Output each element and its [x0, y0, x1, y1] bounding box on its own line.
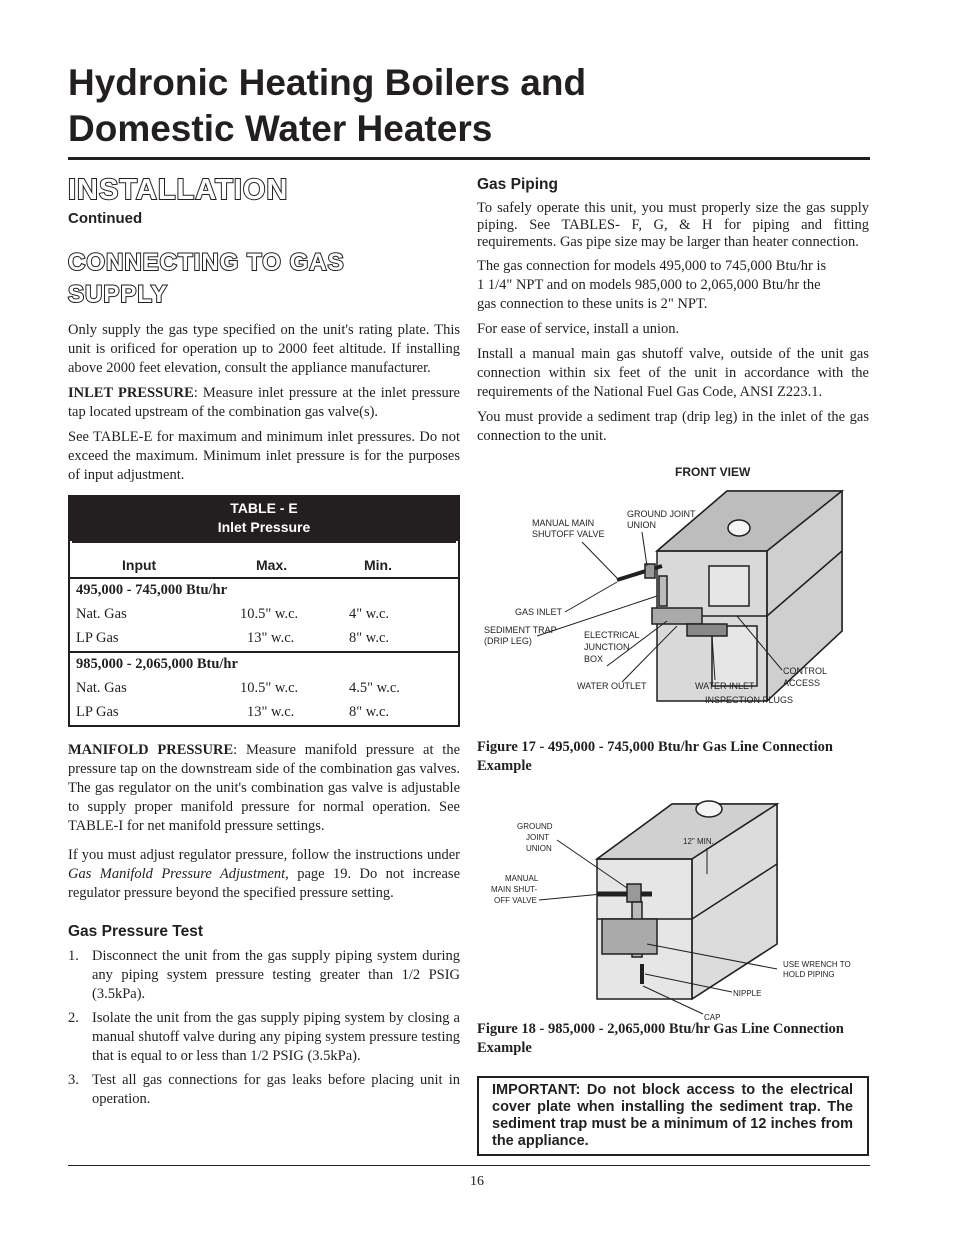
manifold-pressure-text: : Measure manifold pressure at the pressure tap on the downstream side of the combination gas valves. The gas regulator on the unit's combination gas valve is adjustable to supply proper manifold pressure for normal operation. See TABLE-I for net manifold pressure settings. [68, 742, 461, 834]
figure-18-diagram [477, 784, 869, 1022]
label-12-min: 12" MIN. [683, 837, 714, 846]
table-title: TABLE - E [230, 500, 298, 516]
figure-18-caption: Figure 18 - 985,000 - 2,065,000 Btu/hr Gas Line Connection Example [477, 1021, 844, 1056]
label-shutoff-valve: SHUTOFF VALVE [532, 529, 605, 539]
label-main-shut: MAIN SHUT- [491, 885, 538, 894]
page-title-line1: Hydronic Heating Boilers and [68, 62, 587, 103]
table-row [70, 701, 458, 725]
cell-max: 13" w.c. [247, 630, 295, 646]
column-max: Max. [256, 557, 288, 573]
connecting-heading [68, 247, 460, 311]
table-group-1 [70, 579, 458, 653]
label-drip-leg: (DRIP LEG) [484, 636, 532, 646]
inlet-pressure-label: INLET PRESSURE [68, 385, 194, 401]
label-gas-inlet: GAS INLET [515, 607, 563, 617]
connecting-heading-line2: SUPPLY [68, 281, 168, 308]
intro-paragraph: Only supply the gas type specified on the unit's rating plate. This unit is orificed for operation up to 2000 feet altitude. If installing above 2000 feet elevation, consult the appliance manufacturer. [68, 322, 460, 376]
table-row [70, 579, 458, 603]
gas-connection-line1: The gas connection for models 495,000 to 745,000 Btu/hr is [477, 258, 827, 274]
label-nipple: NIPPLE [733, 989, 762, 998]
sediment-trap-paragraph: You must provide a sediment trap (drip leg) in the inlet of the gas connection to the unit. [477, 409, 869, 444]
label-cap: CAP [704, 1013, 721, 1022]
label-inspection-plugs: INSPECTION PLUGS [705, 695, 794, 705]
adjust-text-post: , page 19. Do not increase regulator pressure beyond the specified pressure setting. [68, 866, 460, 901]
inlet-pressure-text: : Measure inlet pressure at the inlet pressure tap located upstream of the combination gas valve(s). [68, 385, 460, 420]
label-joint: JOINT [526, 833, 550, 842]
step-text: Isolate the unit from the gas supply piping system by closing a manual shutoff valve during any piping system pressure testing that is equal to or less than 1/2 PSIG (3.5kPa). [92, 1010, 460, 1064]
cell-max: 10.5" w.c. [240, 680, 299, 696]
label-junction: JUNCTION [584, 642, 630, 652]
table-row [70, 653, 458, 677]
cell-max: 10.5" w.c. [240, 606, 299, 622]
gas-pressure-test-heading: Gas Pressure Test [68, 923, 203, 940]
manifold-pressure-paragraph [68, 741, 460, 836]
label-box: BOX [584, 654, 604, 664]
label-water-outlet: WATER OUTLET [577, 681, 647, 691]
inlet-pressure-paragraph [68, 384, 460, 422]
cell-gas: LP Gas [76, 630, 119, 646]
label-manual-main: MANUAL MAIN [532, 518, 595, 528]
manifold-pressure-label: MANIFOLD PRESSURE [68, 742, 234, 758]
table-column-headers [70, 543, 458, 579]
list-item [68, 1071, 460, 1109]
cell-gas: Nat. Gas [76, 606, 127, 622]
gas-connection-line2: 1 1/4" NPT and on models 985,000 to 2,065,000 Btu/hr the [477, 277, 821, 293]
table-row [70, 603, 458, 627]
list-item [68, 947, 460, 1004]
table-row [70, 677, 458, 701]
front-view-label: FRONT VIEW [675, 465, 751, 479]
label-union: UNION [526, 844, 552, 853]
connecting-heading-line1: CONNECTING TO GAS [68, 249, 345, 276]
cell-max: 13" w.c. [247, 704, 295, 720]
cell-gas: Nat. Gas [76, 680, 127, 696]
label-ground-joint: GROUND JOINT [627, 509, 696, 519]
pressure-test-steps [68, 947, 460, 1109]
label-manual: MANUAL [505, 874, 539, 883]
union-paragraph: For ease of service, install a union. [477, 321, 680, 337]
table-row [70, 627, 458, 651]
label-use-wrench: USE WRENCH TO [783, 960, 851, 969]
cell-min: 8" w.c. [349, 630, 390, 646]
group-1-header: 495,000 - 745,000 Btu/hr [76, 582, 228, 598]
continued-label: Continued [68, 210, 143, 227]
column-input: Input [122, 557, 157, 573]
page-title-line2: Domestic Water Heaters [68, 108, 493, 149]
cell-min: 4.5" w.c. [349, 680, 400, 696]
cell-min: 8" w.c. [349, 704, 390, 720]
label-union: UNION [627, 520, 656, 530]
right-column [477, 176, 869, 1156]
left-column [68, 172, 460, 1114]
gas-connection-line3: gas connection to these units is 2" NPT. [477, 296, 708, 312]
footer-rule [68, 1165, 870, 1166]
cell-min: 4" w.c. [349, 606, 390, 622]
inlet-pressure-table [68, 495, 460, 727]
adjust-text-italic: Gas Manifold Pressure Adjustment [68, 866, 286, 882]
figure-17-diagram [477, 456, 869, 726]
list-item [68, 1009, 460, 1066]
installation-heading: INSTALLATION [68, 174, 289, 206]
label-access: ACCESS [783, 678, 821, 688]
label-electrical: ELECTRICAL [584, 630, 640, 640]
label-control: CONTROL [783, 666, 828, 676]
label-ground: GROUND [517, 822, 553, 831]
table-header [70, 497, 458, 541]
figure-17-caption: Figure 17 - 495,000 - 745,000 Btu/hr Gas Line Connection Example [477, 739, 833, 774]
column-min: Min. [364, 557, 392, 573]
see-table-paragraph: See TABLE-E for maximum and minimum inlet pressures. Do not exceed the maximum. Minimum inlet pressure is for the purposes of input adjustment. [68, 429, 460, 483]
important-note: IMPORTANT: Do not block access to the electrical cover plate when installing the sediment trap. The sediment trap must be a minimum of 12 inches from the appliance. [477, 1076, 869, 1156]
step-number: 1. [68, 948, 79, 964]
gas-piping-heading: Gas Piping [477, 176, 558, 193]
title-rule [68, 157, 870, 160]
step-text: Disconnect the unit from the gas supply piping system during any piping system pressure testing greater than 1/2 PSIG (3.5kPa). [92, 948, 460, 1002]
adjust-regulator-paragraph [68, 846, 460, 903]
label-sediment-trap: SEDIMENT TRAP [484, 625, 557, 635]
gas-piping-paragraph: To safely operate this unit, you must properly size the gas supply piping. See TABLES- F, G, & H for piping and fitting requirements. Gas pipe size may be larger than heater connection. [477, 200, 869, 250]
page-number: 16 [470, 1174, 484, 1189]
cell-gas: LP Gas [76, 704, 119, 720]
adjust-text-pre: If you must adjust regulator pressure, follow the instructions under [68, 847, 460, 863]
label-off-valve: OFF VALVE [494, 896, 537, 905]
gas-connection-paragraph [477, 257, 869, 314]
label-water-inlet: WATER INLET [695, 681, 755, 691]
label-hold-piping: HOLD PIPING [783, 970, 835, 979]
shutoff-valve-paragraph: Install a manual main gas shutoff valve, outside of the unit gas connection within six feet of the unit in accordance with the requirements of the National Fuel Gas Code, ANSI Z223.1. [477, 346, 869, 400]
step-number: 2. [68, 1010, 79, 1026]
step-text: Test all gas connections for gas leaks before placing unit in operation. [92, 1072, 460, 1107]
step-number: 3. [68, 1072, 79, 1088]
page-title [68, 60, 888, 152]
table-group-2 [70, 653, 458, 725]
table-subtitle: Inlet Pressure [217, 519, 311, 535]
group-2-header: 985,000 - 2,065,000 Btu/hr [76, 656, 238, 672]
